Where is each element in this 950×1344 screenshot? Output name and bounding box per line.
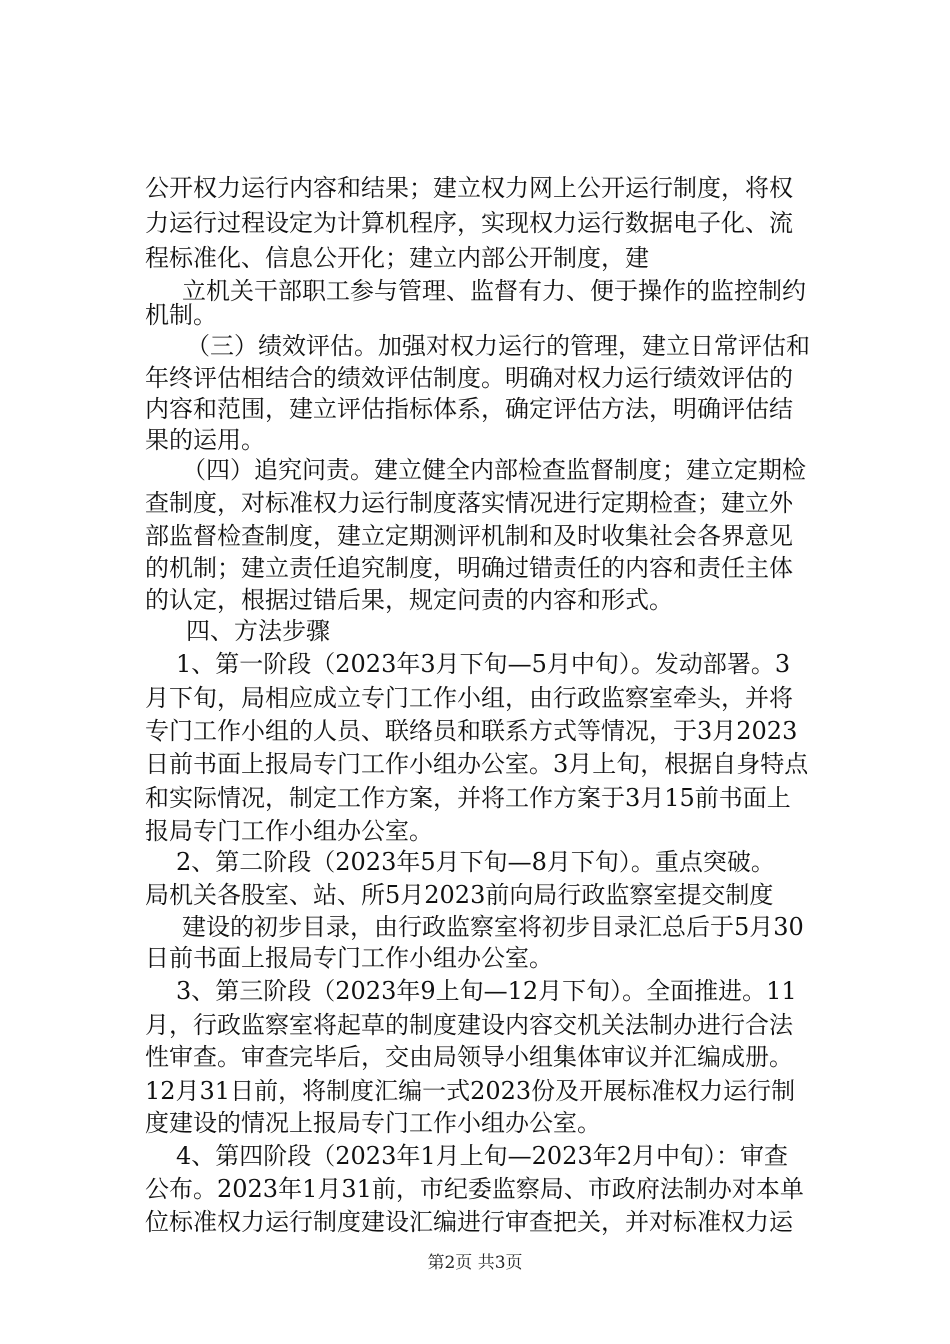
text-line: 部监督检查制度，建立定期测评机制和及时收集社会各界意见: [145, 522, 793, 550]
text-line: 的机制；建立责任追究制度，明确过错责任的内容和责任主体: [145, 554, 793, 582]
text-line: 程标准化、信息公开化；建立内部公开制度，建: [145, 244, 649, 272]
text-line: 的认定，根据过错后果，规定问责的内容和形式。: [145, 586, 673, 614]
text-line: 局机关各股室、站、所5月2023前向局行政监察室提交制度: [145, 881, 774, 909]
text-line: 月下旬，局相应成立专门工作小组，由行政监察室牵头，并将: [145, 684, 793, 712]
text-line: 4、第四阶段（2023年1月上旬—2023年2月中旬）：审查: [176, 1142, 788, 1170]
text-line: 12月31日前，将制度汇编一式2023份及开展标准权力运行制: [145, 1077, 796, 1105]
text-line: 专门工作小组的人员、联络员和联系方式等情况，于3月2023: [145, 717, 798, 745]
text-line: 日前书面上报局专门工作小组办公室。: [145, 944, 553, 972]
text-line: 果的运用。: [145, 426, 265, 454]
text-line: 内容和范围，建立评估指标体系，确定评估方法，明确评估结: [145, 395, 793, 423]
text-line: 1、第一阶段（2023年3月下旬—5月中旬）。发动部署。3: [176, 650, 791, 678]
text-line: 建设的初步目录，由行政监察室将初步目录汇总后于5月30: [182, 913, 804, 941]
text-line: 和实际情况，制定工作方案，并将工作方案于3月15前书面上: [145, 784, 791, 812]
text-line: 2、第二阶段（2023年5月下旬—8月下旬）。重点突破。: [176, 848, 775, 876]
text-line: 3、第三阶段（2023年9上旬—12月下旬）。全面推进。11: [176, 977, 797, 1005]
text-line: 年终评估相结合的绩效评估制度。明确对权力运行绩效评估的: [145, 364, 793, 392]
text-line: 立机关干部职工参与管理、监督有力、便于操作的监控制约: [182, 277, 806, 305]
text-line: 度建设的情况上报局专门工作小组办公室。: [145, 1109, 601, 1137]
text-line: （三）绩效评估。加强对权力运行的管理，建立日常评估和: [186, 332, 810, 360]
page-number-footer: 第2页 共3页: [427, 1253, 523, 1273]
text-line: 公布。2023年1月31前，市纪委监察局、市政府法制办对本单: [145, 1175, 804, 1203]
text-line: 查制度，对标准权力运行制度落实情况进行定期检查；建立外: [145, 489, 793, 517]
text-line: 力运行过程设定为计算机程序，实现权力运行数据电子化、流: [145, 209, 793, 237]
text-line: 机制。: [145, 301, 217, 329]
text-line: 月，行政监察室将起草的制度建设内容交机关法制办进行合法: [145, 1011, 793, 1039]
section-heading: 四、方法步骤: [186, 617, 330, 645]
text-line: 日前书面上报局专门工作小组办公室。3月上旬，根据自身特点: [145, 750, 809, 778]
text-line: 性审查。审查完毕后，交由局领导小组集体审议并汇编成册。: [145, 1043, 793, 1071]
text-line: 报局专门工作小组办公室。: [145, 817, 433, 845]
text-line: 位标准权力运行制度建设汇编进行审查把关，并对标准权力运: [145, 1208, 793, 1236]
text-line: （四）追究问责。建立健全内部检查监督制度；建立定期检: [182, 456, 806, 484]
text-line: 公开权力运行内容和结果；建立权力网上公开运行制度，将权: [145, 174, 793, 202]
